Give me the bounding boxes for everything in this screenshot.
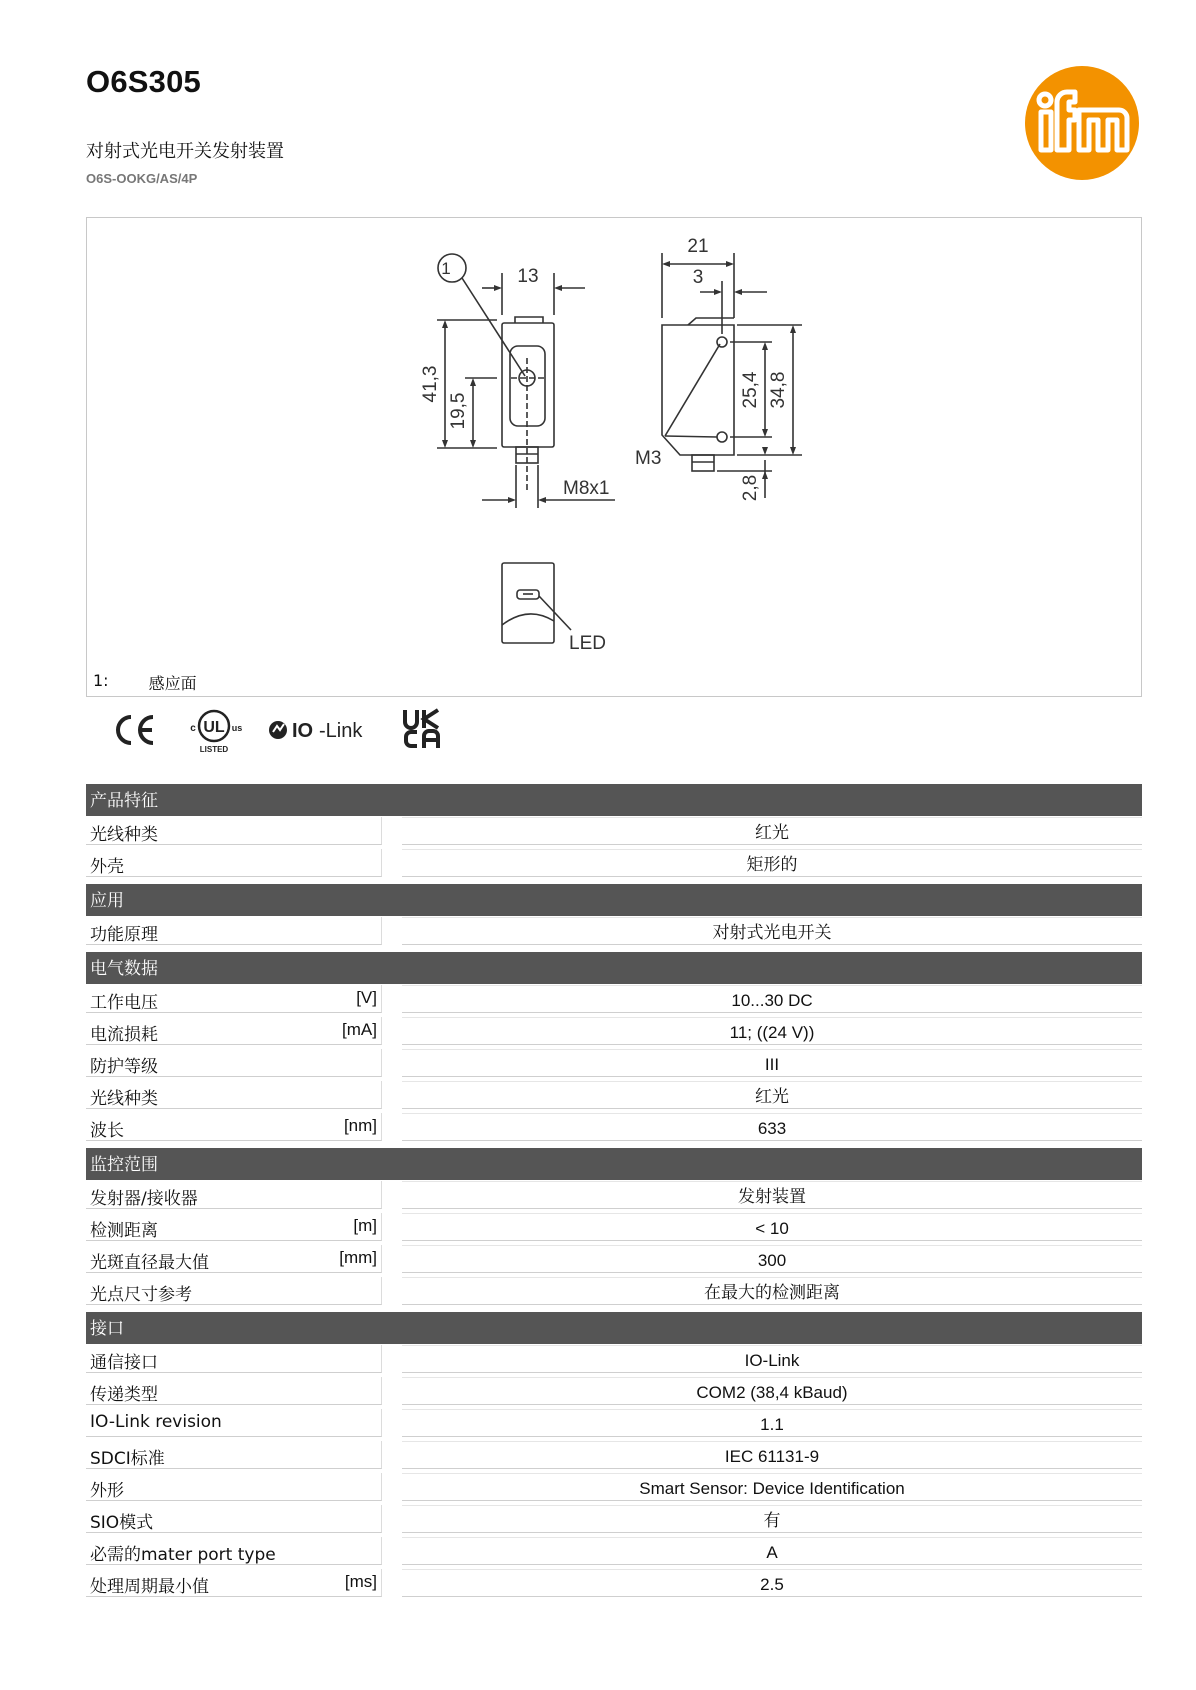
spec-row: [86, 1568, 1142, 1600]
spec-value: IEC 61131-9: [402, 1441, 1142, 1469]
spec-row: [86, 1504, 1142, 1536]
spec-value: Smart Sensor: Device Identification: [402, 1473, 1142, 1501]
spec-value: IO-Link: [402, 1345, 1142, 1373]
spec-row: [86, 1344, 1142, 1376]
spec-row: [86, 1048, 1142, 1080]
spec-label-cell: [86, 1345, 382, 1373]
spec-label-cell: [86, 1569, 382, 1597]
legend-text: 感应面: [148, 674, 197, 693]
spec-row: [86, 984, 1142, 1016]
dim-41-3: 41,3: [420, 365, 441, 403]
section-header: 应用: [86, 884, 1142, 916]
section-header: 电气数据: [86, 952, 1142, 984]
spec-label-cell: [86, 817, 382, 845]
dim-19-5: 19,5: [448, 392, 469, 430]
dim-13: 13: [517, 266, 539, 287]
dimension-drawing: [86, 217, 1142, 697]
drawing-legend: [93, 671, 197, 694]
spec-value: 有: [402, 1505, 1142, 1533]
svg-text:LISTED: LISTED: [199, 745, 229, 754]
spec-label: 光线种类: [90, 1089, 158, 1109]
spec-table: [86, 784, 1142, 1600]
spec-label-cell: [86, 985, 382, 1013]
spec-label-cell: [86, 1213, 382, 1241]
spec-label-cell: [86, 1081, 382, 1109]
spec-row: [86, 1180, 1142, 1212]
spec-label: IO-Link revision: [90, 1412, 222, 1432]
spec-label-cell: [86, 1505, 382, 1533]
spec-value: 在最大的检测距离: [402, 1277, 1142, 1305]
spec-label: 工作电压: [90, 993, 158, 1013]
legend-number: 1:: [93, 671, 109, 690]
spec-value: < 10: [402, 1213, 1142, 1241]
spec-label-cell: [86, 1245, 382, 1273]
spec-label: 检测距离: [90, 1221, 158, 1241]
spec-unit: [mA]: [342, 1020, 377, 1039]
spec-label-cell: [86, 1473, 382, 1501]
spec-row: [86, 1244, 1142, 1276]
dim-25-4: 25,4: [740, 371, 761, 409]
spec-label: 光线种类: [90, 825, 158, 845]
spec-row: [86, 1276, 1142, 1308]
spec-unit: [ms]: [344, 1572, 377, 1591]
spec-value: 发射装置: [402, 1181, 1142, 1209]
spec-label: 光点尺寸参考: [90, 1285, 192, 1305]
spec-row: [86, 848, 1142, 880]
spec-unit: [m]: [353, 1216, 377, 1235]
section-header: 接口: [86, 1312, 1142, 1344]
spec-value: III: [402, 1049, 1142, 1077]
spec-label: 外壳: [90, 857, 124, 877]
spec-label: SDCI标准: [90, 1449, 165, 1469]
spec-value: 对射式光电开关: [402, 917, 1142, 945]
spec-value: COM2 (38,4 kBaud): [402, 1377, 1142, 1405]
spec-label: 发射器/接收器: [90, 1189, 198, 1209]
spec-label: 通信接口: [90, 1353, 158, 1373]
dim-34-8: 34,8: [768, 371, 789, 409]
spec-row: [86, 1440, 1142, 1472]
spec-row: [86, 816, 1142, 848]
spec-label: 电流损耗: [90, 1025, 158, 1045]
svg-text:-Link: -Link: [319, 720, 363, 742]
callout-number: 1: [441, 259, 451, 278]
spec-label: 传递类型: [90, 1385, 158, 1405]
spec-value: 1.1: [402, 1409, 1142, 1437]
spec-value: 矩形的: [402, 849, 1142, 877]
svg-text:IO: IO: [292, 720, 314, 742]
spec-value: 300: [402, 1245, 1142, 1273]
spec-value: 11; ((24 V)): [402, 1017, 1142, 1045]
spec-label: 外形: [90, 1481, 124, 1501]
spec-row: [86, 1376, 1142, 1408]
section-header: 产品特征: [86, 784, 1142, 816]
spec-label-cell: [86, 917, 382, 945]
spec-row: [86, 1536, 1142, 1568]
dim-2-8: 2,8: [740, 474, 761, 502]
spec-label-cell: [86, 1049, 382, 1077]
product-code: O6S-OOKG/AS/4P: [86, 171, 198, 186]
spec-row: [86, 1408, 1142, 1440]
spec-row: [86, 1112, 1142, 1144]
spec-row: [86, 916, 1142, 948]
spec-row: [86, 1080, 1142, 1112]
spec-label: 功能原理: [90, 925, 158, 945]
spec-label: 防护等级: [90, 1057, 158, 1077]
spec-label-cell: [86, 1441, 382, 1469]
spec-label-cell: [86, 1113, 382, 1141]
dim-m8x1: M8x1: [563, 478, 610, 499]
spec-unit: [V]: [356, 988, 377, 1007]
spec-label-cell: [86, 1017, 382, 1045]
spec-label: 波长: [90, 1121, 124, 1141]
spec-unit: [mm]: [339, 1248, 377, 1267]
spec-row: [86, 1016, 1142, 1048]
spec-row: [86, 1212, 1142, 1244]
m3-label: M3: [635, 448, 662, 469]
dim-21: 21: [687, 236, 709, 257]
spec-label-cell: [86, 849, 382, 877]
spec-value: 633: [402, 1113, 1142, 1141]
spec-value: A: [402, 1537, 1142, 1565]
spec-value: 10...30 DC: [402, 985, 1142, 1013]
spec-label-cell: [86, 1377, 382, 1405]
spec-label-cell: [86, 1277, 382, 1305]
product-title: O6S305: [86, 64, 201, 99]
spec-label-cell: [86, 1409, 382, 1437]
section-header: 监控范围: [86, 1148, 1142, 1180]
spec-value: 红光: [402, 1081, 1142, 1109]
ukca-mark-icon: [402, 708, 442, 750]
product-subtitle: 对射式光电开关发射装置: [86, 141, 284, 162]
svg-text:UL: UL: [203, 719, 225, 736]
spec-label: 光斑直径最大值: [90, 1253, 209, 1273]
ce-mark-icon: [112, 712, 156, 748]
svg-text:us: us: [231, 723, 243, 733]
led-label: LED: [569, 633, 606, 654]
spec-label: 处理周期最小值: [90, 1577, 209, 1597]
svg-text:c: c: [190, 723, 196, 734]
spec-value: 2.5: [402, 1569, 1142, 1597]
spec-label: SIO模式: [90, 1513, 154, 1533]
certification-marks: [112, 706, 452, 754]
spec-unit: [nm]: [343, 1116, 377, 1135]
spec-label-cell: [86, 1181, 382, 1209]
spec-label: 必需的mater port type: [90, 1545, 276, 1565]
spec-value: 红光: [402, 817, 1142, 845]
ul-listed-icon: [186, 706, 244, 754]
ifm-logo: [1023, 64, 1141, 182]
dim-3: 3: [692, 267, 704, 288]
spec-label-cell: [86, 1537, 382, 1565]
spec-row: [86, 1472, 1142, 1504]
io-link-icon: [268, 716, 372, 744]
